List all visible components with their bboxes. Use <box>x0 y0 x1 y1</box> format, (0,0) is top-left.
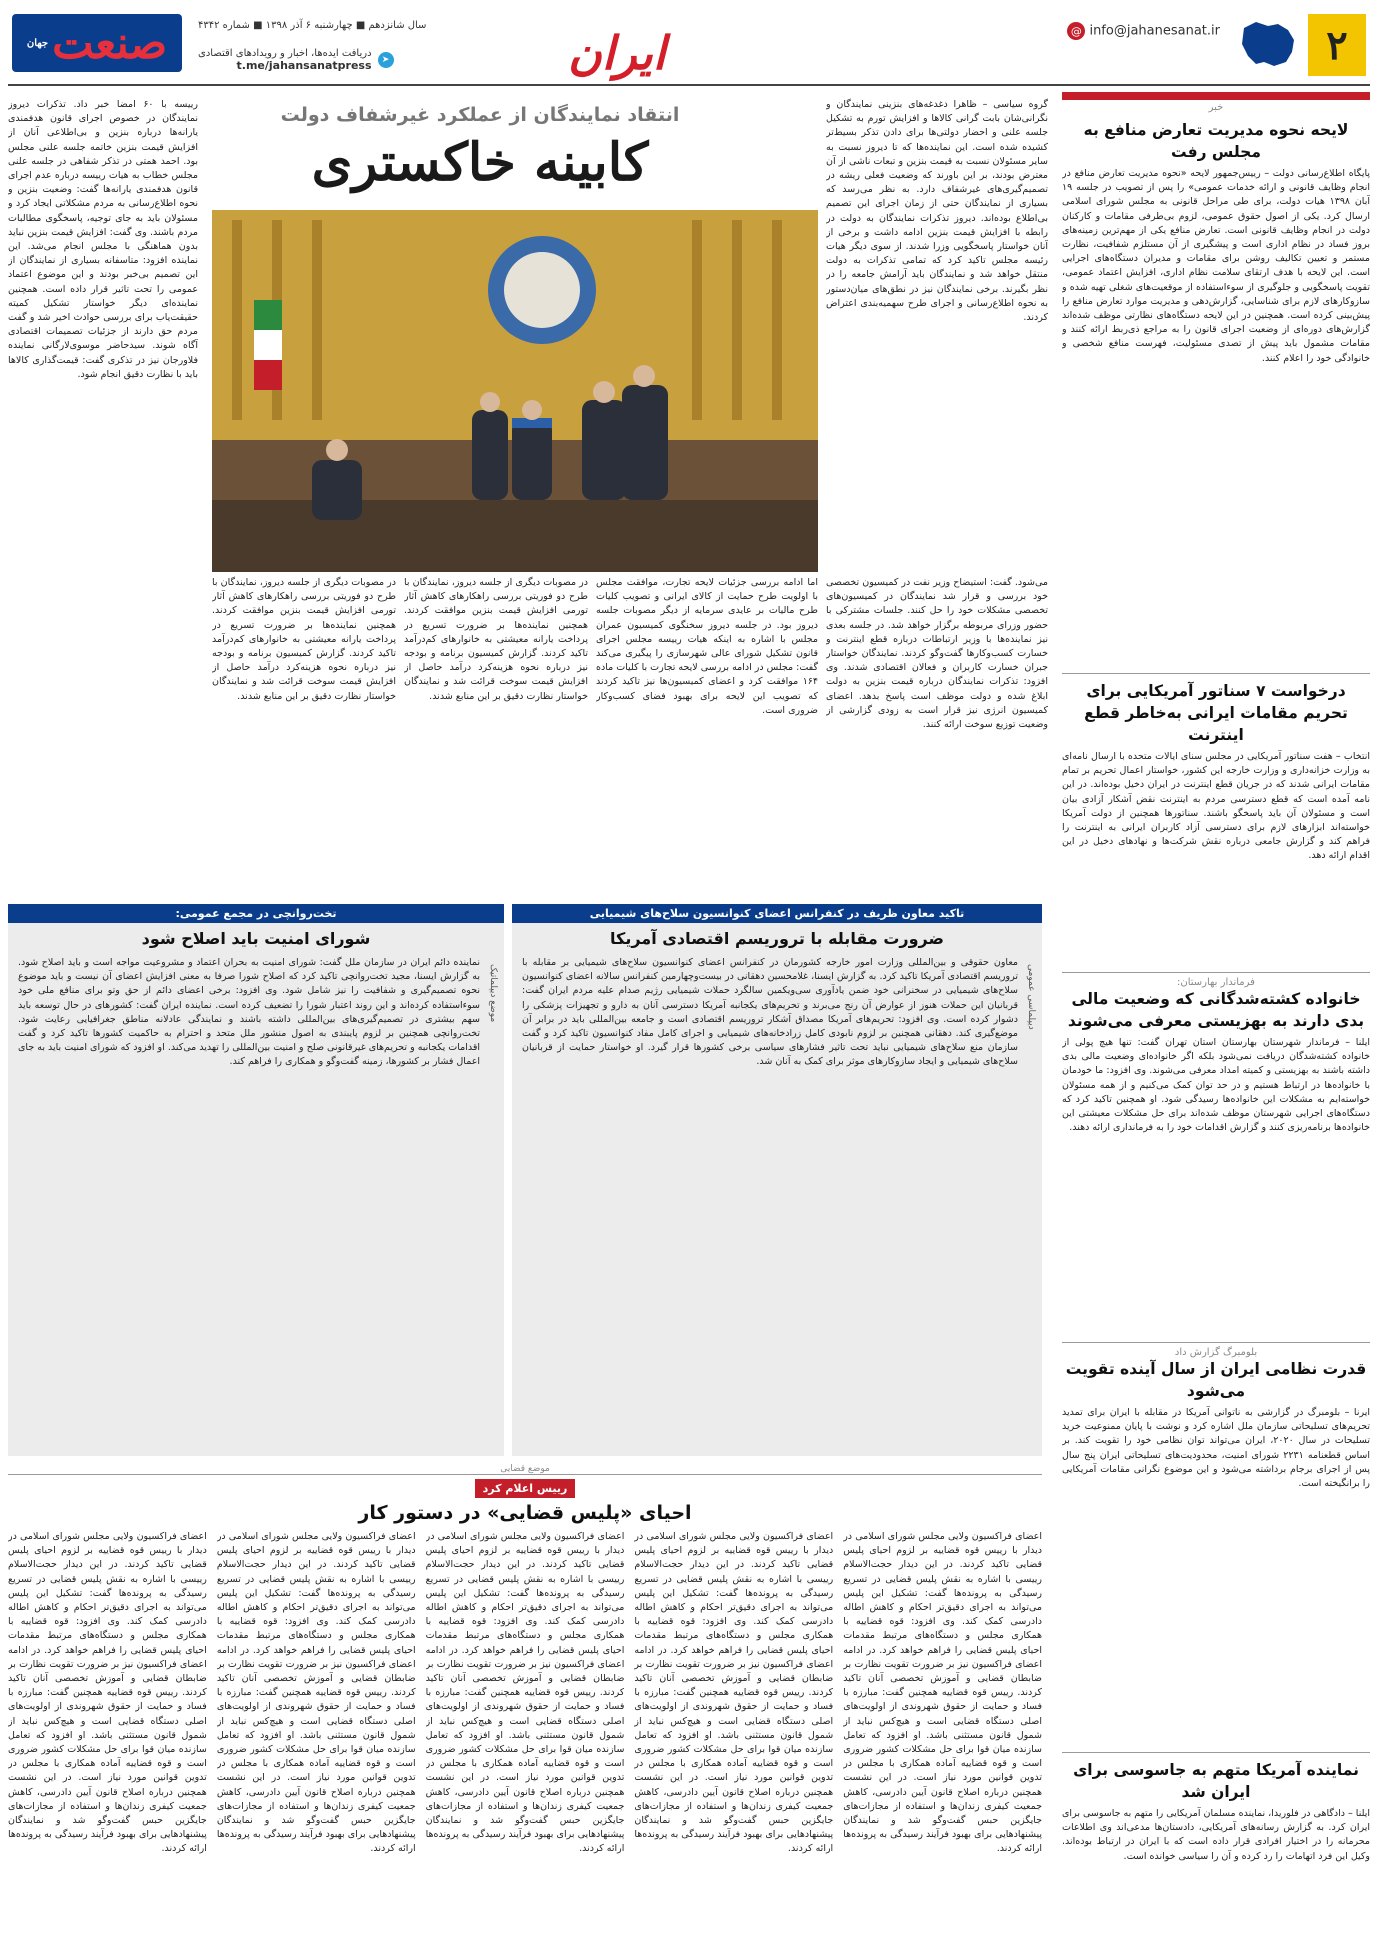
right-column <box>1062 92 1370 1950</box>
box-left-tag: تخت‌روانچی در مجمع عمومی: <box>8 904 504 923</box>
far-left-top: رییسه با ۶۰ امضا خبر داد. تذکرات دیروز نمایندگان در خصوص اجرای قانون هدفمندی یارانه‌ها درباره بنزین و بی‌اطلاعی آنان از افزایش قیمت بنزین خاتمه جلسه علنی مجلس بود. احمد همتی در تذکر شفاهی در جلسه علنی مجلس خطاب به هیات رییسه درباره عدم اجرای قانون هدفمندی یارانه‌ها گفت: وضعیت بنزین و نحوه اطلاع‌رسانی به مردم مشکلاتی ایجاد کرد و مسئولان باید به جای توجیه، پاسخگوی مطالبات مردم باشند. وی گفت: افزایش قیمت بنزین نباید بدون هماهنگی با مجلس انجام می‌شد. این نماینده افزود: متاسفانه بسیاری از نمایندگان از این تصمیم بی‌خبر بودند و این موضوع اعتماد عمومی را تحت تاثیر قرار داده است. همچنین نماینده‌ای دیگر خواستار تشکیل کمیته حقیقت‌یاب برای بررسی حوادث اخیر شد و گفت مردم حق دارند از جزئیات تصمیمات اقتصادی آگاه شوند. سیدحاضر موسوی‌لارگانی نماینده فلاورجان نیز در تذکری گفت: قیمت‌گذاری کالاها باید با نظارت دقیق انجام شود. <box>8 99 198 380</box>
section-title: ایران <box>568 26 666 80</box>
telegram-label: دریافت ایده‌ها، اخبار و رویدادهای اقتصادی <box>198 48 372 59</box>
news-headline-5: نماینده آمریکا متهم به جاسوسی برای ایران شد <box>1073 1761 1359 1801</box>
main-title: کابینه خاکستری <box>311 132 649 193</box>
divider <box>1062 673 1370 674</box>
box-right-headline: ضرورت مقابله با تروریسم اقتصادی آمریکا <box>610 929 944 948</box>
email[interactable]: @ info@jahanesanat.ir <box>1067 22 1220 40</box>
box-right-body: معاون حقوقی و بین‌المللی وزارت امور خارجه کشورمان در کنفرانس اعضای کنوانسیون سلاح‌های شیمیایی بر مقابله با تروریسم اقتصادی آمریکا تاکید کرد. به گزارش ایسنا، غلامحسین دهقانی در بیست‌وچهارمین کنفرانس سالانه اعضای کنوانسیون سلاح‌های شیمیایی در سخنرانی خود ضمن یادآوری سی‌ویکمین سالگرد حملات شیمیایی رژیم صدام علیه مردم ایران گفت: قربانیان این حملات هنوز از عوارض آن رنج می‌برند و تحریم‌های یکجانبه آمریکا دسترسی آنان به دارو و تجهیزات پزشکی را دشوار کرده است. وی افزود: تحریم‌های آمریکا مصداق آشکار تروریسم اقتصادی است و جامعه بین‌المللی باید در برابر آن موضع‌گیری کند. دهقانی همچنین بر لزوم نابودی کامل زرادخانه‌های شیمیایی و اجرای کامل مفاد کنوانسیون تاکید کرد و گفت سازمان منع سلاح‌های شیمیایی نباید تحت تاثیر فشارهای سیاسی برخی کشورها قرار گیرد. او خواستار حمایت از قربانیان سلاح‌های شیمیایی و ایجاد سازوکارهای موثر برای کمک به آنان شد. <box>522 957 1018 1068</box>
newspaper-logo: صنعت جهان <box>12 14 182 72</box>
news-body-1: پایگاه اطلاع‌رسانی دولت – رییس‌جمهور لایحه «نحوه مدیریت تعارض منافع در انجام وظایف قانونی و ارائه خدمات عمومی» را پس از تصویب در جلسه ۱۹ آبان ۱۳۹۸ هیات دولت، برای طی مراحل قانونی به مجلس شورای اسلامی ارسال کرد. یکی از اصول حقوق عمومی، لزوم بی‌طرفی مقامات و کارکنان دولت در انجام وظایف قانونی است. تعارض منافع یکی از مهم‌ترین زمینه‌های بروز فساد در نظام اداری است و پیشگیری از آن مستلزم شفافیت، نظارت مستمر و تعیین تکالیف روشن برای مقامات و مدیران دستگاه‌های اجرایی است. این لایحه با هدف ارتقای سلامت نظام اداری، افزایش اعتماد عمومی، تقویت پاسخگویی و جلوگیری از سوءاستفاده از موقعیت‌های شغلی تهیه شده و سازوکارهای لازم برای شناسایی، گزارش‌دهی و مدیریت موارد تعارض منافع را پیش‌بینی کرده است. همچنین در این لایحه دستگاه‌های نظارتی موظف شده‌اند گزارش‌های دوره‌ای از وضعیت اجرای قانون را به مراجع ذی‌ربط ارائه کنند و مقامات مشمول باید پیش از تصدی مسئولیت، فهرست منافع شخصی و خانوادگی خود را اعلام کنند. <box>1062 168 1370 364</box>
bottom-col-3: اعضای فراکسیون ولایی مجلس شورای اسلامی در دیدار با رییس قوه قضاییه بر لزوم احیای پلیس قضایی تاکید کردند. در این دیدار حجت‌الاسلام رییسی با اشاره به نقش پلیس قضایی در تسریع رسیدگی به پرونده‌ها گفت: تشکیل این پلیس می‌تواند به اجرای دقیق‌تر احکام و کاهش اطاله دادرسی کمک کند. وی افزود: قوه قضاییه با همکاری مجلس و دستگاه‌های مرتبط مقدمات احیای پلیس قضایی را فراهم خواهد کرد. در ادامه اعضای فراکسیون نیز بر ضرورت تقویت نظارت بر ضابطان قضایی و آموزش تخصصی آنان تاکید کردند. رییس قوه قضاییه همچنین گفت: مبارزه با فساد و حمایت از حقوق شهروندی از اولویت‌های اصلی دستگاه قضایی است و هیچ‌کس نباید از شمول قانون مستثنی باشد. او افزود که تعامل سازنده میان قوا برای حل مشکلات کشور ضروری است و قوه قضاییه آماده همکاری با مجلس در تدوین قوانین مورد نیاز است. در این نشست همچنین درباره اصلاح قانون آیین دادرسی، کاهش جمعیت کیفری زندان‌ها و استفاده از مجازات‌های جایگزین حبس گفت‌وگو شد و نمایندگان پیشنهادهایی برای بهبود فرآیند رسیدگی به پرونده‌ها ارائه کردند. <box>425 1531 625 1855</box>
email-icon: @ <box>1067 22 1085 40</box>
telegram-icon: ➤ <box>378 52 394 68</box>
news-body-3: ایلنا – فرماندار شهرستان بهارستان استان تهران گفت: تنها هیچ پولی از خانواده کشته‌شدگان دریافت نمی‌شود بلکه اگر خانواده‌ای وضعیت مالی بدی داشته باشند به بهزیستی و کمیته امداد معرفی می‌شوند. وی افزود: ما خودمان با خانواده‌ها در ارتباط هستیم و در حد توان کمک می‌کنیم و از همه مسئولان خواسته‌ایم به مشکلات این خانواده‌ها رسیدگی شود. او همچنین تاکید کرد که دستگاه‌های اجرایی شهرستان موظف شده‌اند برای حل مشکلات معیشتی این خانواده‌ها برنامه‌ریزی کنند و گزارش اقدامات خود را به فرمانداری ارائه دهند. <box>1062 1037 1370 1134</box>
divider <box>8 1474 1042 1475</box>
news-body-5: ایلنا – دادگاهی در فلوریدا، نماینده مسلمان آمریکایی را متهم به جاسوسی برای ایران کرد. به گزارش رسانه‌های آمریکایی، دادستان‌ها مدعی‌اند وی اطلاعات محرمانه را در اختیار افرادی قرار داده است که با ایران در ارتباط بوده‌اند. وکیل این فرد اتهامات را رد کرده و آن را سیاسی خوانده است. <box>1062 1808 1370 1862</box>
bottom-headline: احیای «پلیس قضایی» در دستور کار <box>358 1502 692 1524</box>
right-column-kicker: خبر <box>1208 102 1224 113</box>
box-chemical-weapons <box>512 904 1042 1456</box>
news-headline-2: درخواست ۷ سناتور آمریکایی برای تحریم مقامات ایرانی به‌خاطر قطع اینترنت <box>1084 682 1348 744</box>
parliament-photo <box>212 210 818 572</box>
bottom-col-1: اعضای فراکسیون ولایی مجلس شورای اسلامی در دیدار با رییس قوه قضاییه بر لزوم احیای پلیس قضایی تاکید کردند. در این دیدار حجت‌الاسلام رییسی با اشاره به نقش پلیس قضایی در تسریع رسیدگی به پرونده‌ها گفت: تشکیل این پلیس می‌تواند به اجرای دقیق‌تر احکام و کاهش اطاله دادرسی کمک کند. وی افزود: قوه قضاییه با همکاری مجلس و دستگاه‌های مرتبط مقدمات احیای پلیس قضایی را فراهم خواهد کرد. در ادامه اعضای فراکسیون نیز بر ضرورت تقویت نظارت بر ضابطان قضایی و آموزش تخصصی آنان تاکید کردند. رییس قوه قضاییه همچنین گفت: مبارزه با فساد و حمایت از حقوق شهروندی از اولویت‌های اصلی دستگاه قضایی است و هیچ‌کس نباید از شمول قانون مستثنی باشد. او افزود که تعامل سازنده میان قوا برای حل مشکلات کشور ضروری است و قوه قضاییه آماده همکاری با مجلس در تدوین قوانین مورد نیاز است. در این نشست همچنین درباره اصلاح قانون آیین دادرسی، کاهش جمعیت کیفری زندان‌ها و استفاده از مجازات‌های جایگزین حبس گفت‌وگو شد و نمایندگان پیشنهادهایی برای بهبود فرآیند رسیدگی به پرونده‌ها ارائه کردند. <box>843 1531 1042 1855</box>
box-right-side-label: دیپلماسی عمومی <box>1026 964 1036 1030</box>
news-headline-3: خانواده کشته‌شدگانی که وضعیت مالی بدی دارند به بهزیستی معرفی می‌شوند <box>1067 990 1365 1030</box>
masthead <box>8 8 1370 86</box>
bottom-col-2: اعضای فراکسیون ولایی مجلس شورای اسلامی در دیدار با رییس قوه قضاییه بر لزوم احیای پلیس قضایی تاکید کردند. در این دیدار حجت‌الاسلام رییسی با اشاره به نقش پلیس قضایی در تسریع رسیدگی به پرونده‌ها گفت: تشکیل این پلیس می‌تواند به اجرای دقیق‌تر احکام و کاهش اطاله دادرسی کمک کند. وی افزود: قوه قضاییه با همکاری مجلس و دستگاه‌های مرتبط مقدمات احیای پلیس قضایی را فراهم خواهد کرد. در ادامه اعضای فراکسیون نیز بر ضرورت تقویت نظارت بر ضابطان قضایی و آموزش تخصصی آنان تاکید کردند. رییس قوه قضاییه همچنین گفت: مبارزه با فساد و حمایت از حقوق شهروندی از اولویت‌های اصلی دستگاه قضایی است و هیچ‌کس نباید از شمول قانون مستثنی باشد. او افزود که تعامل سازنده میان قوا برای حل مشکلات کشور ضروری است و قوه قضاییه آماده همکاری با مجلس در تدوین قوانین مورد نیاز است. در این نشست همچنین درباره اصلاح قانون آیین دادرسی، کاهش جمعیت کیفری زندان‌ها و استفاده از مجازات‌های جایگزین حبس گفت‌وگو شد و نمایندگان پیشنهادهایی برای بهبود فرآیند رسیدگی به پرونده‌ها ارائه کردند. <box>634 1531 834 1855</box>
box-left-side-label: موضع دیپلماتیک <box>488 964 498 1023</box>
main-col-3: در مصوبات دیگری از جلسه دیروز، نمایندگان با طرح دو فوریتی بررسی راهکارهای کاهش آثار تورمی افزایش قیمت بنزین موافقت کردند. همچنین نماینده‌ها بر ضرورت تسریع در پرداخت یارانه معیشتی به خانوارهای کم‌درآمد تاکید کردند. گزارش کمیسیون برنامه و بودجه نیز درباره نحوه هزینه‌کرد درآمد حاصل از افزایش قیمت سوخت قرائت شد و نمایندگان خواستار نظارت دقیق بر این منابع شدند. <box>404 577 588 702</box>
page-number: ۲ <box>1308 14 1366 76</box>
box-security-council <box>8 904 504 1456</box>
telegram-url: t.me/jahansanatpress <box>236 59 372 72</box>
bottom-col-5: اعضای فراکسیون ولایی مجلس شورای اسلامی در دیدار با رییس قوه قضاییه بر لزوم احیای پلیس قضایی تاکید کردند. در این دیدار حجت‌الاسلام رییسی با اشاره به نقش پلیس قضایی در تسریع رسیدگی به پرونده‌ها گفت: تشکیل این پلیس می‌تواند به اجرای دقیق‌تر احکام و کاهش اطاله دادرسی کمک کند. وی افزود: قوه قضاییه با همکاری مجلس و دستگاه‌های مرتبط مقدمات احیای پلیس قضایی را فراهم خواهد کرد. در ادامه اعضای فراکسیون نیز بر ضرورت تقویت نظارت بر ضابطان قضایی و آموزش تخصصی آنان تاکید کردند. رییس قوه قضاییه همچنین گفت: مبارزه با فساد و حمایت از حقوق شهروندی از اولویت‌های اصلی دستگاه قضایی است و هیچ‌کس نباید از شمول قانون مستثنی باشد. او افزود که تعامل سازنده میان قوا برای حل مشکلات کشور ضروری است و قوه قضاییه آماده همکاری با مجلس در تدوین قوانین مورد نیاز است. در این نشست همچنین درباره اصلاح قانون آیین دادرسی، کاهش جمعیت کیفری زندان‌ها و استفاده از مجازات‌های جایگزین حبس گفت‌وگو شد و نمایندگان پیشنهادهایی برای بهبود فرآیند رسیدگی به پرونده‌ها ارائه کردند. <box>8 1531 207 1855</box>
news-body-2: انتخاب – هفت سناتور آمریکایی در مجلس سنای ایالات متحده با ارسال نامه‌ای به وزارت خزانه‌داری و وزارت خارجه این کشور، خواستار اعمال تحریم بر تمام مقامات ایرانی شدند که در جریان قطع اینترنت در ایران دخیل بوده‌اند. در این نامه آمده است که قطع دسترسی مردم به اینترنت نقض آشکار آزادی بیان است و مسئولان آن باید پاسخگو باشند. سناتورها همچنین از دولت آمریکا خواسته‌اند ابزارهای لازم برای دسترسی آزاد کاربران ایرانی به اینترنت را فراهم کند و گزارش جامعی درباره نقش شرکت‌ها و نهادهای دخیل در این اقدام ارائه دهد. <box>1062 751 1370 862</box>
news-headline-4: قدرت نظامی ایران از سال آینده تقویت می‌شود <box>1065 1360 1367 1400</box>
main-col-1: می‌شود. گفت: استیضاح وزیر نفت در کمیسیون تخصصی خود بررسی و قرار شد نمایندگان در کمیسیون‌های تخصصی مشکلات خود را حل کنند. جلسات مشترکی با حضور وزرای مربوطه برگزار خواهد شد. در جلسه بعدی نیز نماینده‌ها با وزیر ارتباطات درباره قطع اینترنت و خسارت کسب‌وکارها گفت‌وگو کردند. نمایندگان خواستار جبران خسارت کاربران و فعالان اقتصادی شدند. وی افزود: تذکرات نمایندگان درباره قیمت بنزین به دولت ابلاغ شده و دولت موظف است پاسخ بدهد. اعضای کمیسیون انرژی نیز قرار است به زودی گزارشی از وضعیت توزیع سوخت ارائه کنند. <box>826 577 1048 731</box>
divider <box>1062 1342 1370 1343</box>
news-headline-1: لایحه نحوه مدیریت تعارض منافع به مجلس رفت <box>1083 121 1349 161</box>
main-col-right: گروه سیاسی – ظاهرا دغدغه‌های بنزینی نمایندگان و نگرانی‌شان بابت گرانی کالاها و افزایش تورم به تشکیل جلسه علنی و احضار دولتی‌ها برای دادن تذکر بسیط‌تر کشیده شده است. این نماینده‌ها که تا دیروز نسبت به سایر مسئولان نسبت به قیمت بنزین و تبعات ناشی از آن معترض بودند، بر این باورند که وضعیت فعلی ریشه در تصمیم‌گیری‌های غیرشفاف دارد. به نظر می‌رسد که بسیاری از نمایندگان حتی از زمان اجرای این تصمیم بی‌اطلاع بوده‌اند. دیروز تذکرات نمایندگان به دولت در رابطه با افزایش قیمت بنزین ادامه داشت و برخی از آنان خواستار پاسخگویی وزرا شدند. از سوی دیگر هیات رئیسه مجلس تاکید کرد که تمامی تذکرات به دولت منتقل خواهد شد و نمایندگان باید آرامش جامعه را در نظر بگیرند. برخی نمایندگان نیز در نطق‌های میان‌دستور به نحوه اطلاع‌رسانی و اجرای طرح سهمیه‌بندی اعتراض کردند. <box>826 99 1048 324</box>
bottom-col-4: اعضای فراکسیون ولایی مجلس شورای اسلامی در دیدار با رییس قوه قضاییه بر لزوم احیای پلیس قضایی تاکید کردند. در این دیدار حجت‌الاسلام رییسی با اشاره به نقش پلیس قضایی در تسریع رسیدگی به پرونده‌ها گفت: تشکیل این پلیس می‌تواند به اجرای دقیق‌تر احکام و کاهش اطاله دادرسی کمک کند. وی افزود: قوه قضاییه با همکاری مجلس و دستگاه‌های مرتبط مقدمات احیای پلیس قضایی را فراهم خواهد کرد. در ادامه اعضای فراکسیون نیز بر ضرورت تقویت نظارت بر ضابطان قضایی و آموزش تخصصی آنان تاکید کردند. رییس قوه قضاییه همچنین گفت: مبارزه با فساد و حمایت از حقوق شهروندی از اولویت‌های اصلی دستگاه قضایی است و هیچ‌کس نباید از شمول قانون مستثنی باشد. او افزود که تعامل سازنده میان قوا برای حل مشکلات کشور ضروری است و قوه قضاییه آماده همکاری با مجلس در تدوین قوانین مورد نیاز است. در این نشست همچنین درباره اصلاح قانون آیین دادرسی، کاهش جمعیت کیفری زندان‌ها و استفاده از مجازات‌های جایگزین حبس گفت‌وگو شد و نمایندگان پیشنهادهایی برای بهبود فرآیند رسیدگی به پرونده‌ها ارائه کردند. <box>216 1531 416 1855</box>
right-column-bar <box>1062 92 1370 100</box>
issue-line: سال شانزدهم ■ چهارشنبه ۶ آذر ۱۳۹۸ ■ شماره ۴۳۴۲ <box>198 20 427 31</box>
main-supertitle: انتقاد نمایندگان از عملکرد غیرشفاف دولت <box>280 104 680 126</box>
news-body-4: ایرنا – بلومبرگ در گزارشی به ناتوانی آمریکا در مقابله با ایران برای تمدید تحریم‌های تسلیحاتی سازمان ملل اشاره کرد و نوشت با پایان ممنوعیت خرید تسلیحات در سال ۲۰۲۰، ایران می‌تواند توان نظامی خود را تقویت کند. بر اساس قطعنامه ۲۲۳۱ شورای امنیت، محدودیت‌های تسلیحاتی ایران پنج سال پس از اجرای برجام برداشته می‌شود و این موضوع نگرانی مقامات آمریکایی را برانگیخته است. <box>1062 1407 1370 1490</box>
divider <box>1062 1752 1370 1753</box>
bottom-tag: رییس اعلام کرد <box>475 1479 576 1498</box>
iran-map-icon <box>1238 18 1300 70</box>
bottom-label: موضع قضایی <box>500 1464 550 1474</box>
box-left-headline: شورای امنیت باید اصلاح شود <box>141 929 371 948</box>
box-left-body: نماینده دائم ایران در سازمان ملل گفت: شورای امنیت به بحران اعتماد و مشروعیت مواجه است و باید اصلاح شود. به گزارش ایسنا، مجید تخت‌روانچی تاکید کرد که اصلاح شورا صرفا به معنی افزایش اعضای آن نیست و باید موضوع نحوه تصمیم‌گیری و شفافیت را نیز شامل شود. وی افزود: برخی اعضای دائم از حق وتو برای منافع ملی خود سوءاستفاده کرده‌اند و این روند اعتبار شورا را تضعیف کرده است. نماینده ایران گفت: کشورهای در حال توسعه باید سهم بیشتری در تصمیم‌گیری‌های بین‌المللی داشته باشند و نمایندگی عادلانه مناطق جغرافیایی رعایت شود. تخت‌روانچی همچنین بر لزوم پایبندی به اصول منشور ملل متحد و احترام به حاکمیت کشورها تاکید کرد و گفت اقدامات یکجانبه و تحریم‌های غیرقانونی صلح و امنیت بین‌المللی را تهدید می‌کند. او افزود که شورای امنیت باید به جای اعمال فشار بر کشورها، زمینه گفت‌وگو و همکاری را فراهم کند. <box>18 957 480 1068</box>
divider <box>1062 972 1370 973</box>
main-col-2: اما ادامه بررسی جزئیات لایحه تجارت، موافقت مجلس با اولویت طرح حمایت از کالای ایرانی و تصویب کلیات طرح مالیات بر عایدی سرمایه از دیگر مصوبات جلسه دیروز بود. در جلسه دیروز سخنگوی کمیسیون عمران مجلس با اشاره به اینکه هیات رییسه مجلس اجرای قانون تشکیل شورای عالی شهرسازی را پیگیری می‌کند گفت: مجلس در ادامه بررسی لایحه تجارت با کلیات ماده ۱۶۴ موافقت کرد و اعضای کمیسیون‌ها نیز تاکید کردند که تصویب این لایحه برای بهبود فضای کسب‌وکار ضروری است. <box>596 577 818 716</box>
bottom-story <box>8 1464 1042 1944</box>
news-kicker-4: بلومبرگ گزارش داد <box>1174 1347 1258 1358</box>
telegram-block[interactable] <box>198 48 394 72</box>
box-right-tag: تاکید معاون ظریف در کنفرانس اعضای کنوانسیون سلاح‌های شیمیایی <box>512 904 1042 923</box>
main-col-4: در مصوبات دیگری از جلسه دیروز، نمایندگان با طرح دو فوریتی بررسی راهکارهای کاهش آثار تورمی افزایش قیمت بنزین موافقت کردند. همچنین نماینده‌ها بر ضرورت تسریع در پرداخت یارانه معیشتی به خانوارهای کم‌درآمد تاکید کردند. گزارش کمیسیون برنامه و بودجه نیز درباره نحوه هزینه‌کرد درآمد حاصل از افزایش قیمت سوخت قرائت شد و نمایندگان خواستار نظارت دقیق بر این منابع شدند. <box>212 577 396 702</box>
news-kicker-3: فرماندار بهارستان: <box>1177 977 1255 988</box>
photo-illustration <box>212 210 818 572</box>
